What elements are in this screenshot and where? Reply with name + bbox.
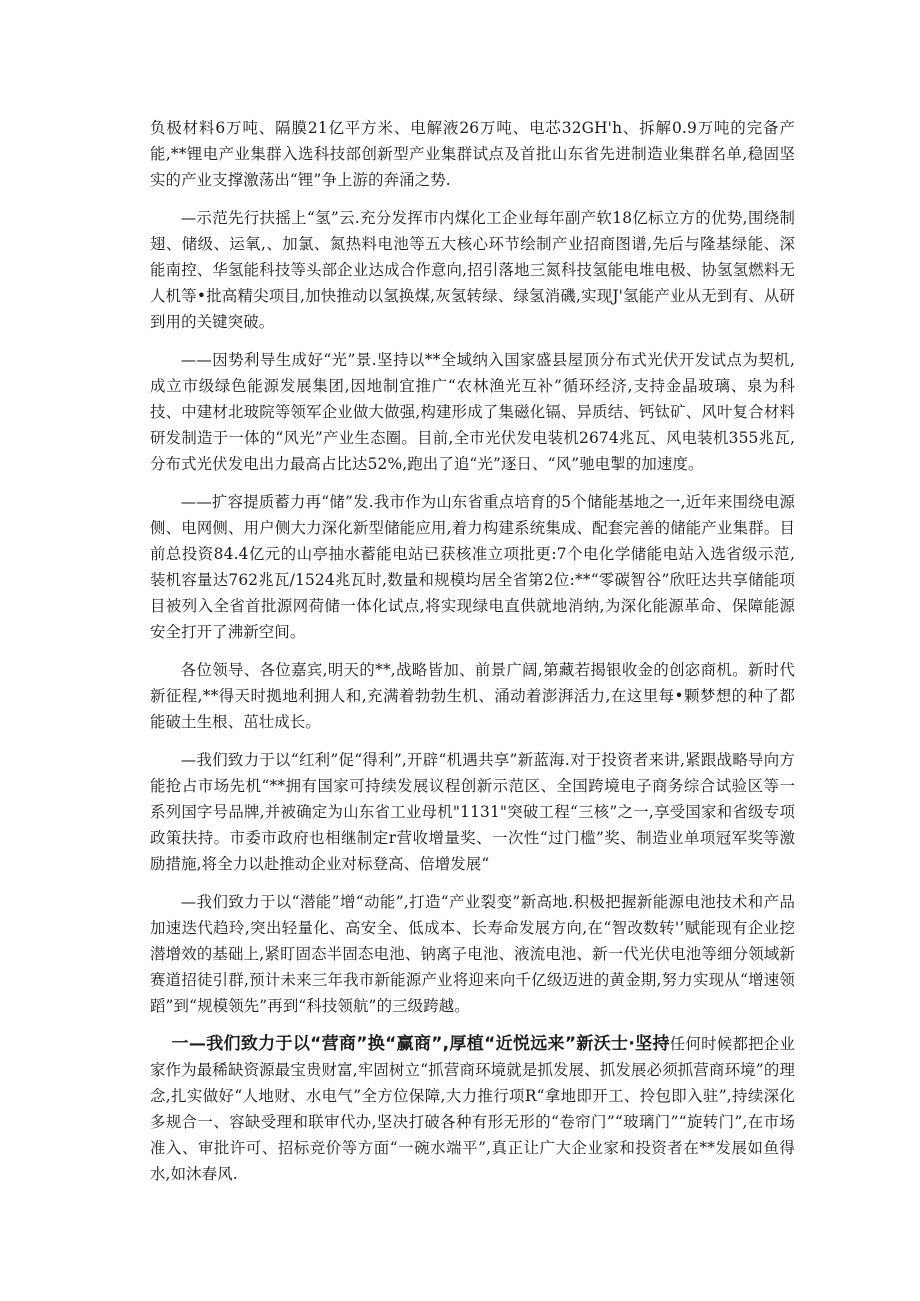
paragraph-hydrogen: —示范先行扶摇上“氢”云.充分发挥市内煤化工企业每年副产软18亿标立方的优势,围绕制翅、储级、运氧,、加氯、氮热料电池等五大核心环节绘制产业招商图谱,先后与隆基绿能、深能南控、华氢能科技等头部企业达成合作意向,招引落地三氮科技氢能电堆电极、协氢氢燃料无人机等•批高精尖项目,加快推动以氢换煤,灰氢转绿、绿氢消磯,实现J'氢能产业从无到有、从研到用的关键突破。 <box>150 209 795 331</box>
paragraph-potential: —我们致力于以“潜能”增“动能”,打造“产业裂变”新高地.积极把握新能源电池技术和产品加速迭代趋玲,突出轻量化、高安全、低成本、长寿命发展方向,在“智改数转'’赋能现有企业挖潜增效的基础上,紧盯固态半固态电池、钠离子电池、液流电池、新一代光伏电池等细分领域新赛道招徒引群,预计未来三年我市新能源产业将迎来向千亿级迈进的黄金期,努力实现从“增速领蹈”到“规模领先”再到“科技领航”的三级跨越。 <box>150 893 795 1015</box>
paragraph-business-text: 任何时候都把企业家作为最稀缺资源最宝贵财富,牢固树立“抓营商环境就是抓发展、抓发展必须抓营商环境”的理念,扎实做好“人地财、水电气”全方位保障,大力推行项R“拿地即开工、拎包即入驻”,持续深化多规合一、容缺受理和联审代办,坚决打破各种有形无形的“卷帘门”“玻璃门”“旋转门”,在市场准入、审批许可、招标竞价等方面“一碗水端平”,真正让广大企业家和投资者在**发展如鱼得水,如沐春风. <box>150 1035 796 1183</box>
paragraph-lead-heading: 一—我们致力于以“营商”换“赢商”,厚植“近悦远来”新沃士·坚持 <box>171 1034 670 1054</box>
paragraph-business-environment <box>150 1031 795 1187</box>
paragraph-dividend: —我们致力于以“红利”促“得利”,开辟“机遇共享”新蓝海.对于投资者来讲,紧跟战略导向方能抢占市场先机“**拥有国家可持续发展议程创新示范区、全国跨境电子商务综合试验区等一系列国字号品牌,并被确定为山东省工业母机"1131"突破工程“三核”之一,享受国家和省级专项政策扶持。市委市政府也相继制定r营收增量奖、一次性“过门槛”奖、制造业单项冠军奖等激励措施,将全力以赴推动企业对标登高、倍增发展“ <box>150 751 795 873</box>
paragraph-solar: ——因势利导生成好“光”景.坚持以**全域纳入国家盛县屋顶分布式光伏开发试点为契机,成立市级绿色能源发展集团,因地制宜推广“农林渔光互补”循环经济,支持金晶玻璃、泉为科技、中建材北玻院等领军企业做大做强,构建形成了集磁化镉、异质结、钙钛矿、风叶复合材料研发制造于一体的“风光”产业生态圈。目前,全市光伏发电装机2674兆瓦、风电装机355兆瓦,分布式光伏发电出力最高占比达52%,跑出了追“光”逐日、“风”驰电掣的加速度。 <box>150 351 795 473</box>
paragraph-storage: ——扩容提质蓄力再“储”发.我市作为山东省重点培育的5个储能基地之一,近年来围绕电源侧、电网侧、用户侧大力深化新型储能应用,着力构建系统集成、配套完善的储能产业集群。目前总投资84.4亿元的山亭抽水蓄能电站已获核准立项批更:7个电化学储能电站入选省级示范,装机容量达762兆瓦/1524兆瓦时,数量和规模均居全省第2位:**“零碳智谷”欣旺达共享储能项目被列入全省首批源网荷储一体化试点,将实现绿电直供就地消纳,为深化能源革命、保障能源安全打开了沸新空间。 <box>150 493 795 641</box>
paragraph-lithium-capacity: 负极材料6万吨、隔膜21亿平方米、电解液26万吨、电芯32GH'h、拆解0.9万吨的完备产能,**锂电产业集群入选科技部创新型产业集群试点及首批山东省先进制造业集群名单,稳固坚实的产业支撑激荡出“锂”争上游的奔涌之势. <box>150 119 795 189</box>
paragraph-opportunity: 各位领导、各位嘉宾,明天的**,战略皆加、前景广阔,第藏若揭银收金的创宓商机。新时代新征程,**得天时拠地利拥人和,充满着勃勃生机、涌动着澎湃活力,在这里每•颗梦想的种了都能破土生根、茁壮成长。 <box>150 661 795 731</box>
document-body <box>150 115 795 1199</box>
